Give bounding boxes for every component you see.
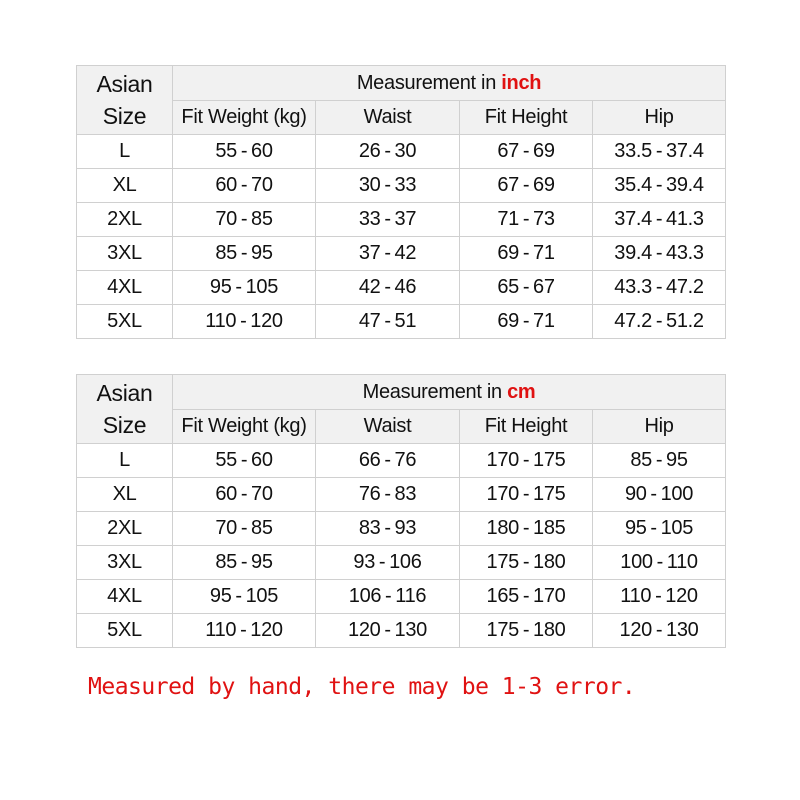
range-max: 180 — [533, 551, 566, 573]
waist-cell — [316, 512, 460, 546]
table-row — [77, 135, 726, 169]
range-min: 37 — [358, 242, 381, 264]
range-separator: - — [235, 276, 242, 298]
range-separator: - — [522, 483, 530, 505]
size-cell: 5XL — [77, 305, 173, 339]
weight-cell — [173, 169, 316, 203]
weight-cell — [173, 135, 316, 169]
range-separator: - — [655, 140, 663, 162]
range-max: 43.3 — [666, 242, 704, 264]
range-separator: - — [655, 174, 663, 196]
weight-cell — [173, 444, 316, 478]
table-body — [77, 375, 726, 648]
range-separator: - — [240, 174, 248, 196]
range-max: 85 — [251, 208, 273, 230]
range-min: 60 — [215, 483, 237, 505]
height-cell — [460, 271, 593, 305]
range-separator: - — [384, 242, 391, 264]
height-cell — [460, 580, 593, 614]
range-separator: - — [240, 208, 248, 230]
range-max: 85 — [251, 517, 273, 539]
range-separator: - — [655, 619, 663, 641]
size-cell: L — [77, 135, 173, 169]
column-header: Fit Height — [460, 410, 593, 444]
range-min: 110 — [205, 619, 237, 641]
table-row — [77, 580, 726, 614]
range-max: 83 — [394, 483, 417, 505]
range-separator: - — [655, 242, 663, 264]
range-max: 130 — [666, 619, 699, 641]
range-max: 105 — [245, 276, 279, 298]
range-separator: - — [656, 551, 663, 573]
height-cell — [460, 237, 593, 271]
range-max: 73 — [533, 208, 555, 230]
waist-cell — [316, 478, 460, 512]
range-min: 69 — [497, 310, 519, 332]
range-separator: - — [655, 310, 663, 332]
range-separator: - — [522, 208, 530, 230]
range-max: 185 — [533, 517, 566, 539]
column-header: Fit Weight (kg) — [173, 101, 316, 135]
range-min: 37.4 — [614, 208, 652, 230]
weight-cell — [173, 237, 316, 271]
height-cell — [460, 135, 593, 169]
range-min: 30 — [358, 174, 381, 196]
column-header-row — [77, 410, 726, 444]
weight-cell — [173, 580, 316, 614]
waist-cell — [316, 237, 460, 271]
height-cell — [460, 614, 593, 648]
range-separator: - — [240, 140, 248, 162]
range-min: 35.4 — [614, 174, 652, 196]
range-min: 95 — [209, 585, 232, 607]
range-separator: - — [522, 551, 530, 573]
header-row — [77, 66, 726, 101]
size-cell: 4XL — [77, 580, 173, 614]
range-max: 116 — [395, 585, 427, 607]
range-min: 175 — [486, 551, 519, 573]
range-separator: - — [240, 619, 247, 641]
range-max: 100 — [660, 483, 694, 505]
range-max: 60 — [251, 449, 273, 471]
size-cell: 3XL — [77, 546, 173, 580]
range-min: 67 — [497, 140, 519, 162]
range-max: 120 — [665, 585, 698, 607]
range-separator: - — [650, 483, 657, 505]
range-separator: - — [385, 585, 392, 607]
range-separator: - — [384, 449, 391, 471]
waist-cell — [316, 203, 460, 237]
range-min: 65 — [497, 276, 519, 298]
hip-cell — [593, 478, 726, 512]
waist-cell — [316, 271, 460, 305]
column-header: Fit Height — [460, 101, 593, 135]
range-min: 55 — [215, 140, 237, 162]
table-body — [77, 66, 726, 339]
range-min: 60 — [215, 174, 237, 196]
range-max: 180 — [533, 619, 566, 641]
range-max: 105 — [660, 517, 694, 539]
range-min: 47.2 — [614, 310, 652, 332]
size-cell: 4XL — [77, 271, 173, 305]
weight-cell — [173, 546, 316, 580]
range-min: 170 — [486, 483, 519, 505]
table-row — [77, 271, 726, 305]
measurement-header — [173, 66, 726, 101]
size-cell: 2XL — [77, 512, 173, 546]
range-separator: - — [240, 242, 248, 264]
range-min: 47 — [358, 310, 381, 332]
range-max: 120 — [250, 310, 283, 332]
range-separator: - — [240, 517, 248, 539]
weight-cell — [173, 271, 316, 305]
range-min: 71 — [497, 208, 519, 230]
range-separator: - — [240, 310, 247, 332]
range-min: 42 — [358, 276, 381, 298]
range-separator: - — [384, 174, 391, 196]
range-min: 55 — [215, 449, 237, 471]
range-separator: - — [235, 585, 242, 607]
range-separator: - — [384, 619, 391, 641]
range-max: 175 — [533, 449, 566, 471]
range-max: 60 — [251, 140, 273, 162]
range-max: 106 — [389, 551, 422, 573]
range-separator: - — [650, 517, 657, 539]
range-separator: - — [522, 242, 530, 264]
size-cell: XL — [77, 169, 173, 203]
range-min: 76 — [358, 483, 381, 505]
range-min: 93 — [353, 551, 376, 573]
column-header: Fit Weight (kg) — [173, 410, 316, 444]
range-min: 95 — [209, 276, 232, 298]
height-cell — [460, 512, 593, 546]
table-row — [77, 305, 726, 339]
range-min: 26 — [358, 140, 381, 162]
measurement-unit: inch — [501, 71, 542, 94]
range-separator: - — [384, 276, 391, 298]
range-min: 39.4 — [614, 242, 652, 264]
range-min: 165 — [486, 585, 519, 607]
range-separator: - — [384, 483, 391, 505]
range-max: 130 — [394, 619, 427, 641]
waist-cell — [316, 135, 460, 169]
range-separator: - — [655, 208, 663, 230]
table-row — [77, 444, 726, 478]
range-max: 71 — [533, 242, 555, 264]
size-cell: 5XL — [77, 614, 173, 648]
range-max: 51 — [394, 310, 417, 332]
waist-cell — [316, 305, 460, 339]
range-separator: - — [522, 517, 530, 539]
range-separator: - — [378, 551, 386, 573]
height-cell — [460, 444, 593, 478]
table-row — [77, 512, 726, 546]
height-cell — [460, 169, 593, 203]
range-max: 69 — [533, 140, 555, 162]
hip-cell — [593, 305, 726, 339]
size-table-cm — [76, 374, 726, 648]
range-max: 67 — [533, 276, 555, 298]
weight-cell — [173, 614, 316, 648]
column-header-row — [77, 101, 726, 135]
range-max: 110 — [666, 551, 698, 573]
range-separator: - — [384, 208, 391, 230]
range-min: 33 — [358, 208, 381, 230]
range-separator: - — [655, 585, 662, 607]
hip-cell — [593, 135, 726, 169]
hip-cell — [593, 444, 726, 478]
range-min: 69 — [497, 242, 519, 264]
weight-cell — [173, 512, 316, 546]
range-max: 105 — [245, 585, 279, 607]
range-max: 41.3 — [666, 208, 704, 230]
range-max: 120 — [250, 619, 283, 641]
table-row — [77, 237, 726, 271]
range-max: 37.4 — [666, 140, 704, 162]
range-separator: - — [522, 276, 530, 298]
size-header-line2: Size — [102, 412, 147, 438]
table-row — [77, 169, 726, 203]
range-max: 170 — [533, 585, 566, 607]
weight-cell — [173, 203, 316, 237]
table-row — [77, 546, 726, 580]
range-separator: - — [655, 276, 663, 298]
size-cell: 2XL — [77, 203, 173, 237]
header-row — [77, 375, 726, 410]
column-header: Waist — [316, 101, 460, 135]
table-row — [77, 614, 726, 648]
height-cell — [460, 203, 593, 237]
range-separator: - — [384, 140, 391, 162]
range-separator: - — [522, 310, 530, 332]
range-separator: - — [240, 449, 248, 471]
range-max: 42 — [394, 242, 417, 264]
range-min: 43.3 — [614, 276, 652, 298]
range-max: 95 — [251, 551, 273, 573]
range-max: 30 — [394, 140, 417, 162]
range-max: 70 — [251, 174, 273, 196]
range-max: 51.2 — [666, 310, 704, 332]
hip-cell — [593, 237, 726, 271]
waist-cell — [316, 169, 460, 203]
size-header-line2: Size — [102, 103, 147, 129]
range-min: 110 — [620, 585, 652, 607]
range-min: 85 — [215, 242, 237, 264]
measurement-prefix: Measurement in — [362, 380, 508, 403]
range-max: 47.2 — [666, 276, 704, 298]
range-min: 120 — [348, 619, 381, 641]
range-max: 70 — [251, 483, 273, 505]
range-max: 37 — [394, 208, 417, 230]
range-min: 175 — [486, 619, 519, 641]
waist-cell — [316, 444, 460, 478]
range-separator: - — [240, 551, 248, 573]
hip-cell — [593, 546, 726, 580]
range-min: 180 — [486, 517, 519, 539]
waist-cell — [316, 580, 460, 614]
range-min: 110 — [205, 310, 237, 332]
column-header: Hip — [593, 410, 726, 444]
hip-cell — [593, 203, 726, 237]
waist-cell — [316, 546, 460, 580]
range-min: 70 — [215, 208, 237, 230]
range-min: 120 — [619, 619, 653, 641]
size-cell: L — [77, 444, 173, 478]
weight-cell — [173, 305, 316, 339]
range-min: 106 — [348, 585, 382, 607]
range-separator: - — [522, 449, 530, 471]
measurement-prefix: Measurement in — [356, 71, 502, 94]
hip-cell — [593, 512, 726, 546]
size-cell: 3XL — [77, 237, 173, 271]
size-header-line1: Asian — [96, 380, 153, 406]
column-header: Waist — [316, 410, 460, 444]
waist-cell — [316, 614, 460, 648]
table-row — [77, 203, 726, 237]
range-min: 83 — [358, 517, 381, 539]
range-separator: - — [522, 174, 530, 196]
range-max: 95 — [666, 449, 688, 471]
range-min: 67 — [497, 174, 519, 196]
height-cell — [460, 546, 593, 580]
range-separator: - — [240, 483, 248, 505]
range-min: 85 — [215, 551, 237, 573]
measurement-unit: cm — [507, 380, 536, 403]
hip-cell — [593, 169, 726, 203]
range-max: 46 — [394, 276, 417, 298]
weight-cell — [173, 478, 316, 512]
range-max: 69 — [533, 174, 555, 196]
range-max: 175 — [533, 483, 566, 505]
range-separator: - — [655, 449, 663, 471]
range-separator: - — [384, 517, 391, 539]
range-max: 93 — [394, 517, 417, 539]
hip-cell — [593, 580, 726, 614]
range-min: 95 — [624, 517, 647, 539]
range-separator: - — [522, 619, 530, 641]
measurement-note: Measured by hand, there may be 1-3 error. — [88, 674, 636, 700]
range-max: 33 — [394, 174, 417, 196]
range-separator: - — [522, 585, 530, 607]
range-min: 70 — [215, 517, 237, 539]
range-max: 39.4 — [666, 174, 704, 196]
range-min: 85 — [630, 449, 653, 471]
size-header-line1: Asian — [96, 71, 153, 97]
range-separator: - — [384, 310, 391, 332]
range-max: 76 — [394, 449, 417, 471]
range-min: 66 — [358, 449, 381, 471]
height-cell — [460, 305, 593, 339]
range-min: 90 — [624, 483, 647, 505]
height-cell — [460, 478, 593, 512]
column-header: Hip — [593, 101, 726, 135]
range-min: 33.5 — [614, 140, 652, 162]
hip-cell — [593, 271, 726, 305]
range-max: 71 — [533, 310, 555, 332]
measurement-header — [173, 375, 726, 410]
size-table-inch — [76, 65, 726, 339]
range-min: 170 — [486, 449, 519, 471]
range-separator: - — [522, 140, 530, 162]
range-min: 100 — [620, 551, 653, 573]
size-cell: XL — [77, 478, 173, 512]
size-header — [77, 66, 173, 135]
size-header — [77, 375, 173, 444]
range-max: 95 — [251, 242, 273, 264]
hip-cell — [593, 614, 726, 648]
table-row — [77, 478, 726, 512]
